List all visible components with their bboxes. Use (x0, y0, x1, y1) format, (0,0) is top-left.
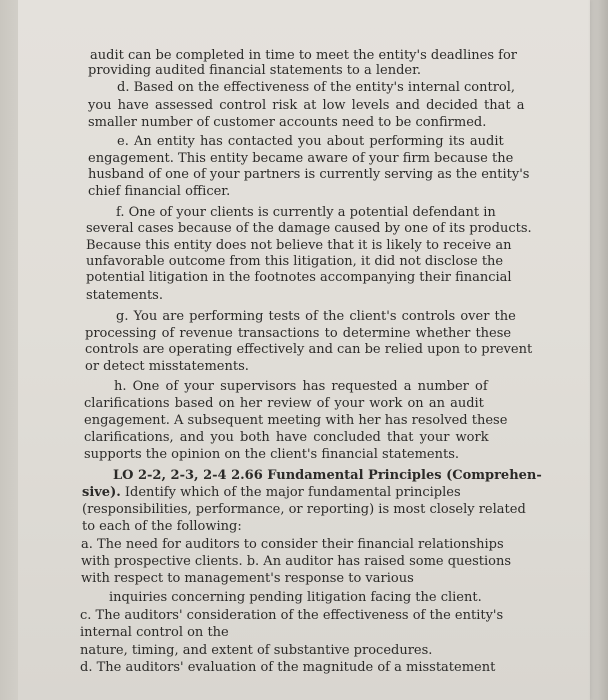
text-line: several cases because of the damage caused by one of its products. (86, 221, 532, 236)
text-line: you have assessed control risk at low levels and decided that a (88, 98, 525, 113)
text-line: to each of the following: (82, 519, 242, 534)
text-line: h. One of your supervisors has requested a number of (114, 379, 488, 394)
text-line: controls are operating effectively and can be relied upon to prevent (85, 342, 533, 357)
text-line: processing of revenue transactions to determine whether these (85, 326, 512, 341)
text-line: d. The auditors' evaluation of the magnitude of a misstatement (80, 660, 496, 675)
text-line: statements. (86, 288, 163, 303)
text-line: a. The need for auditors to consider their financial relationships (81, 537, 504, 552)
text-line: inquiries concerning pending litigation facing the client. (109, 590, 482, 605)
text-line: e. An entity has contacted you about performing its audit (117, 134, 504, 149)
text-line: providing audited financial statements to a lender. (88, 63, 421, 78)
text-line: c. The auditors' consideration of the effectiveness of the entity's (80, 608, 504, 623)
text-line: engagement. A subsequent meeting with her has resolved these (84, 413, 508, 428)
text-line: f. One of your clients is currently a potential defendant in (116, 205, 496, 220)
text-line: chief financial officer. (88, 184, 231, 199)
text-line: engagement. This entity became aware of your firm because the (88, 151, 514, 166)
heading-continuation: sive). (82, 485, 121, 500)
text-line: (responsibilities, performance, or reporting) is most closely related (82, 502, 526, 517)
text-line: audit can be completed in time to meet the entity's deadlines for (90, 48, 518, 63)
text-line: clarifications based on her review of your work on an audit (84, 396, 484, 411)
text-line: with respect to management's response to various (81, 571, 414, 586)
text-line: internal control on the (80, 625, 229, 640)
text-line: or detect misstatements. (85, 359, 249, 374)
text-line (82, 485, 461, 501)
text-line: d. Based on the effectiveness of the entity's internal control, (117, 80, 516, 95)
text-line: with prospective clients. b. An auditor has raised some questions (81, 554, 512, 569)
text-line: smaller number of customer accounts need to be confirmed. (88, 115, 487, 130)
text-line: supports the opinion on the client's financial statements. (84, 447, 459, 462)
text-line: potential litigation in the footnotes accompanying their financial (86, 270, 512, 285)
text-line: Because this entity does not believe that it is likely to receive an (86, 238, 512, 253)
prompt-text: Identify which of the major fundamental principles (124, 485, 461, 500)
text-line: clarifications, and you both have concluded that your work (84, 430, 489, 445)
exercise-heading: LO 2-2, 2-3, 2-4 2.66 Fundamental Principles (Comprehen- (113, 468, 542, 483)
text-line: nature, timing, and extent of substantive procedures. (80, 643, 433, 658)
text-line: g. You are performing tests of the client's controls over the (116, 309, 516, 324)
text-line: husband of one of your partners is currently serving as the entity's (88, 167, 530, 182)
text-line: unfavorable outcome from this litigation, it did not disclose the (86, 254, 504, 269)
